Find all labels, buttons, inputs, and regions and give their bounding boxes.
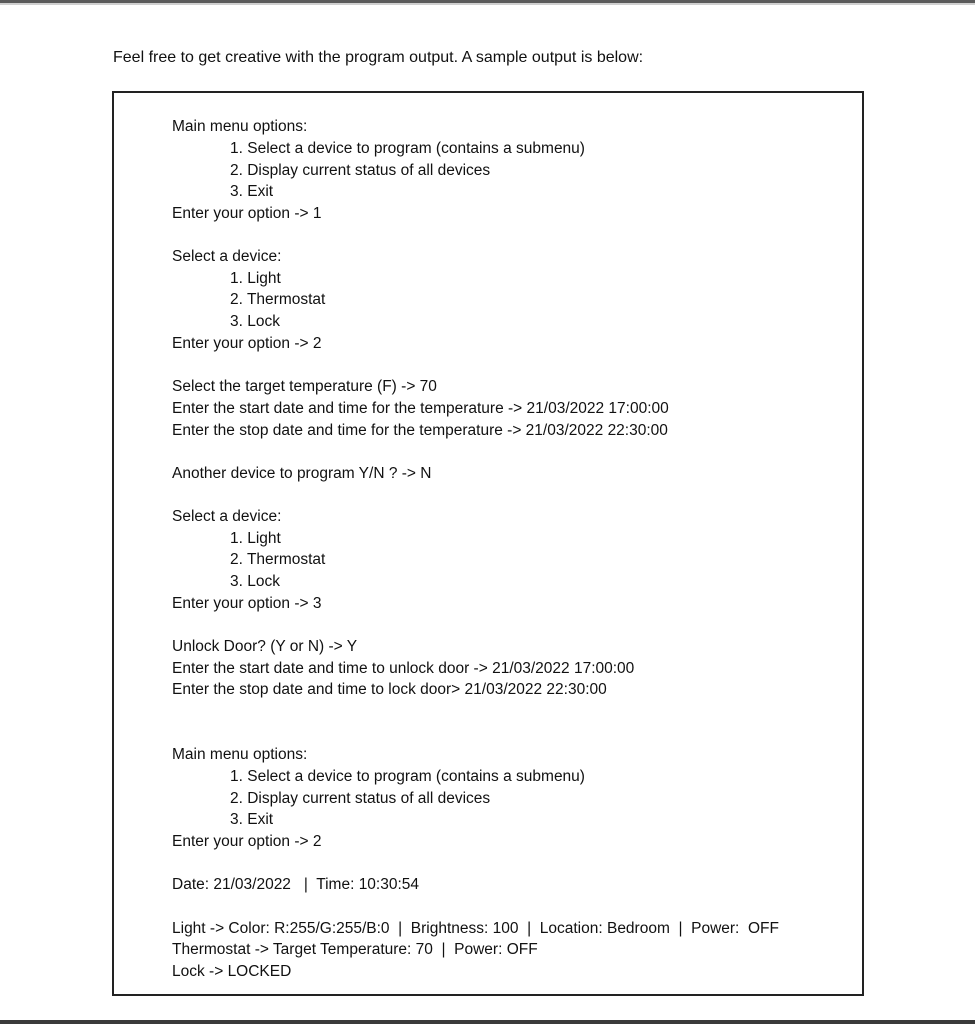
- device-option: 2. Thermostat: [230, 551, 326, 568]
- lock-stop-line: Enter the stop date and time to lock door> 21/03/2022 22:30:00: [172, 681, 607, 698]
- thermostat-target-line: Select the target temperature (F) -> 70: [172, 378, 437, 395]
- main-menu-option: 3. Exit: [230, 811, 274, 828]
- enter-option-line: Enter your option -> 2: [172, 335, 322, 352]
- status-thermostat-line: Thermostat -> Target Temperature: 70 | Power: OFF: [172, 941, 538, 958]
- status-datetime-line: Date: 21/03/2022 | Time: 10:30:54: [172, 876, 420, 893]
- sample-output-box: [112, 91, 864, 996]
- thermostat-start-line: Enter the start date and time for the temperature -> 21/03/2022 17:00:00: [172, 400, 669, 417]
- another-device-line: Another device to program Y/N ? -> N: [172, 465, 432, 482]
- main-menu-option: 1. Select a device to program (contains a submenu): [230, 140, 585, 157]
- status-lock-line: Lock -> LOCKED: [172, 963, 292, 980]
- enter-option-line: Enter your option -> 2: [172, 833, 322, 850]
- main-menu-title: Main menu options:: [172, 118, 308, 135]
- top-border-shadow: [0, 3, 975, 5]
- main-menu-title: Main menu options:: [172, 746, 308, 763]
- device-option: 2. Thermostat: [230, 291, 326, 308]
- device-option: 3. Lock: [230, 313, 280, 330]
- bottom-border: [0, 1020, 975, 1024]
- main-menu-option: 2. Display current status of all devices: [230, 162, 491, 179]
- enter-option-line: Enter your option -> 3: [172, 595, 322, 612]
- lock-start-line: Enter the start date and time to unlock door -> 21/03/2022 17:00:00: [172, 660, 635, 677]
- device-option: 1. Light: [230, 530, 281, 547]
- device-option: 1. Light: [230, 270, 281, 287]
- lock-unlock-line: Unlock Door? (Y or N) -> Y: [172, 638, 358, 655]
- device-option: 3. Lock: [230, 573, 280, 590]
- main-menu-option: 3. Exit: [230, 183, 274, 200]
- status-light-line: Light -> Color: R:255/G:255/B:0 | Brightness: 100 | Location: Bedroom | Power: OFF: [172, 920, 779, 937]
- main-menu-option: 2. Display current status of all devices: [230, 790, 491, 807]
- thermostat-stop-line: Enter the stop date and time for the temperature -> 21/03/2022 22:30:00: [172, 422, 668, 439]
- intro-text: Feel free to get creative with the program output. A sample output is below:: [113, 49, 644, 66]
- device-menu-title: Select a device:: [172, 248, 282, 265]
- enter-option-line: Enter your option -> 1: [172, 205, 322, 222]
- main-menu-option: 1. Select a device to program (contains a submenu): [230, 768, 585, 785]
- device-menu-title: Select a device:: [172, 508, 282, 525]
